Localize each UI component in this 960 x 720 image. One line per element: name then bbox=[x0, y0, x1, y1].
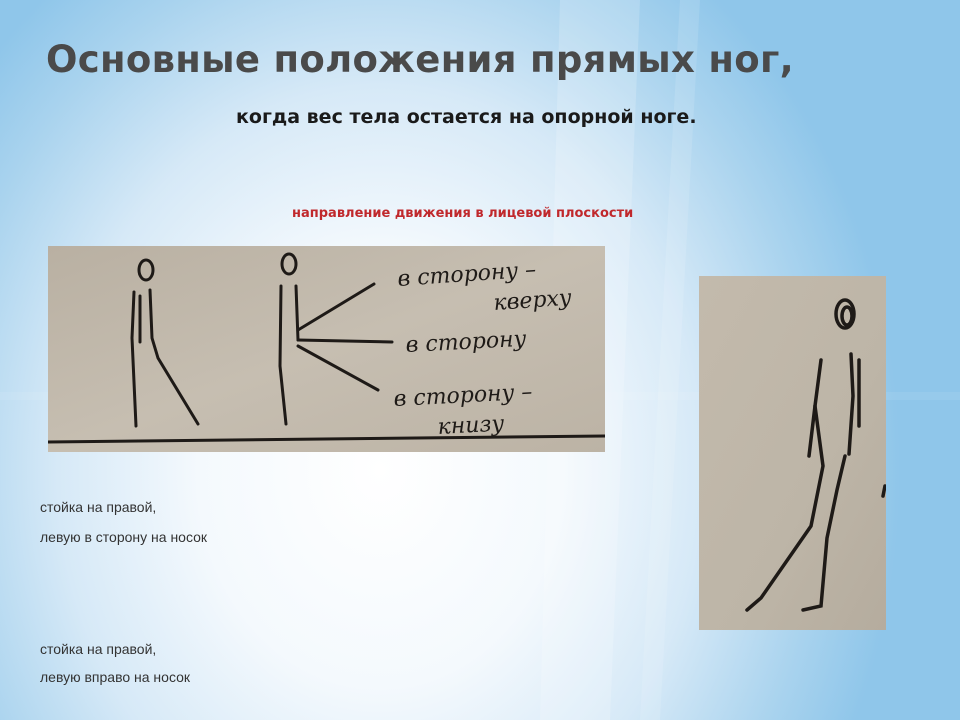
label-side: в сторону bbox=[405, 326, 527, 358]
label-side-down-line1: в сторону – bbox=[393, 379, 533, 412]
slide-title: Основные положения прямых ног, bbox=[46, 38, 794, 81]
caption-2-line2: левую вправо на носок bbox=[40, 669, 191, 685]
caption-2-line1: стойка на правой, bbox=[40, 641, 157, 657]
direction-note: направление движения в лицевой плоскости bbox=[292, 206, 634, 221]
drawing-photo-leg-cross bbox=[699, 276, 886, 630]
caption-1-line2: левую в сторону на носок bbox=[40, 529, 208, 545]
label-side-up-line1: в сторону – bbox=[396, 257, 537, 292]
slide-subtitle: когда вес тела остается на опорной ноге. bbox=[236, 106, 697, 128]
caption-1-line1: стойка на правой, bbox=[40, 499, 157, 515]
label-side-up-line2: кверху bbox=[492, 285, 573, 316]
drawing-photo-leg-directions bbox=[48, 246, 605, 452]
label-side-down-line2: книзу bbox=[437, 411, 505, 440]
